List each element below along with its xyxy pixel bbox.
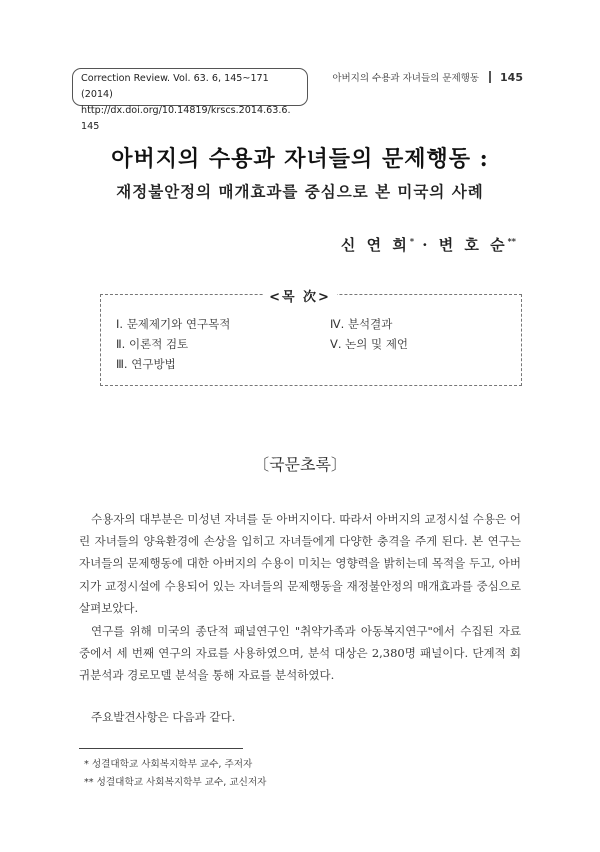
abstract-heading: 〔국문초록〕 [253,455,347,474]
author-2: 변 호 순 [438,236,508,254]
toc-item: Ⅴ. 논의 및 제언 [330,337,409,351]
abstract-paragraph: 주요발견사항은 다음과 같다. [91,710,236,724]
toc-title: <목 次> [263,290,337,305]
author-2-mark: ** [507,236,516,246]
footnote: * 성결대학교 사회복지학부 교수, 주저자 [84,759,253,770]
toc-item: Ⅲ. 연구방법 [116,357,176,371]
running-head [332,70,523,84]
authors [341,234,516,255]
running-head-divider [489,71,491,83]
toc-item: Ⅰ. 문제제기와 연구목적 [116,317,231,331]
citation-line: Correction Review. Vol. 63. 6, 145~171 (2014) [81,73,269,100]
footnote: ** 성결대학교 사회복지학부 교수, 교신저자 [84,777,267,788]
paper-title: 아버지의 수용과 자녀들의 문제행동 : [111,146,489,172]
author-1-mark: * [409,236,415,246]
author-1: 신 연 희 [340,236,410,254]
doi-link[interactable]: http://dx.doi.org/10.14819/krscs.2014.63.6. 145 [81,105,291,132]
toc-item: Ⅳ. 분석결과 [330,317,393,331]
paper-subtitle: 재정불안정의 매개효과를 중심으로 본 미국의 사례 [116,182,484,201]
footnote-rule [79,748,243,749]
author-separator: · [414,236,439,254]
running-head-title: 아버지의 수용과 자녀들의 문제행동 [332,73,480,84]
toc-title-wrap [0,286,600,305]
citation-box [72,68,308,132]
abstract-paragraph: 연구를 위해 미국의 종단적 패널연구인 "취약가족과 아동복지연구"에서 수집된 자료 중에서 세 번째 연구의 자료를 사용하였으며, 분석 대상은 2,380명 패널이다. 단계적 회귀분석과 경로모델 분석을 통해 자료를 분석하였다. [79,624,521,683]
page-number: 145 [500,70,523,84]
toc-item: Ⅱ. 이론적 검토 [116,337,189,351]
abstract-paragraph: 수용자의 대부분은 미성년 자녀를 둔 아버지이다. 따라서 아버지의 교정시설 수용은 어린 자녀들의 양육환경에 손상을 입히고 자녀들에게 다양한 충격을 주게 된다. 본 연구는 자녀들의 문제행동에 대한 아버지의 수용이 미치는 영향력을 밝히는데 목적을 두고, 아버지가 교정시설에 수용되어 있는 자녀들의 문제행동을 재정불안정의 매개효과를 중심으로 살펴보았다. [79,512,521,615]
